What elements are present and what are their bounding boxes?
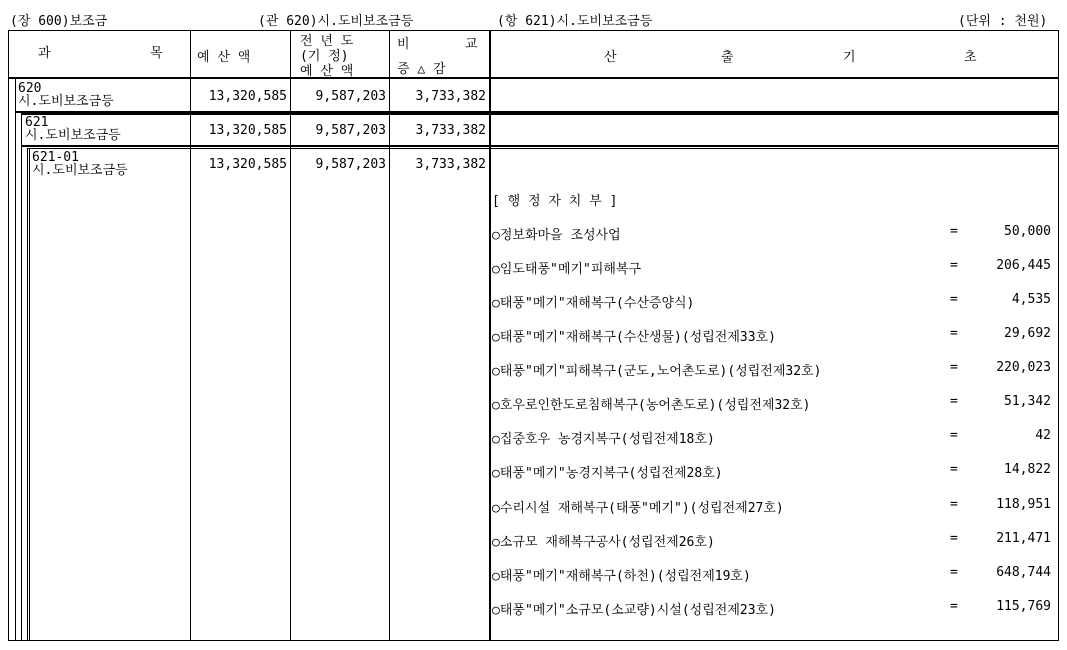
basis-item-eq: =: [950, 599, 958, 614]
basis-item-label: ○정보화마을 조성사업: [492, 228, 621, 243]
col-header-subject-a: 과: [38, 46, 51, 61]
basis-item-label: ○태풍"메기"농경지복구(성립전제28호): [492, 466, 723, 481]
row2-top-border: [21, 113, 1059, 115]
basis-item-label: ○집중호우 농경지복구(성립전제18호): [492, 432, 715, 447]
basis-item-amount: 4,535: [1011, 292, 1051, 307]
basis-item-label: ○태풍"메기"피해복구(군도,노어촌도로)(성립전제32호): [492, 364, 822, 379]
col-sep-diff: [389, 30, 390, 641]
basis-item-label: ○호우로인한도로침해복구(농어촌도로)(성립전제32호): [492, 398, 811, 413]
col-sep-basis: [489, 30, 491, 641]
basis-item-amount: 14,822: [1004, 462, 1051, 477]
basis-item-eq: =: [950, 531, 958, 546]
col-header-diff-2: 증 △ 감: [397, 62, 446, 77]
basis-item-amount: 50,000: [1004, 224, 1051, 239]
basis-item-amount: 51,342: [1004, 394, 1051, 409]
row1-name: 시.도비보조금등: [18, 94, 114, 109]
level3-indent-line-a: [27, 148, 28, 641]
row1-budget: 13,320,585: [208, 89, 287, 104]
level3-indent-line-b: [29, 148, 30, 641]
col-header-subject-b: 목: [150, 46, 163, 61]
basis-item-eq: =: [950, 224, 958, 239]
row2-prev: 9,587,203: [315, 123, 386, 138]
table-bottom-border: [8, 640, 1059, 641]
col-header-diff-1b: 교: [465, 37, 478, 52]
row2-diff: 3,733,382: [415, 123, 486, 138]
col-header-diff-1a: 비: [397, 37, 410, 52]
row3-prev: 9,587,203: [315, 157, 386, 172]
col-header-basis-3: 기: [843, 50, 856, 65]
basis-item-amount: 211,471: [996, 531, 1051, 546]
basis-item-amount: 648,744: [996, 565, 1051, 580]
table-right-border: [1058, 30, 1059, 641]
level1-indent-line: [15, 79, 16, 641]
row2-bottom-border: [21, 145, 1059, 147]
row2-code: 621: [25, 115, 49, 130]
row2-budget: 13,320,585: [208, 123, 287, 138]
basis-item-eq: =: [950, 326, 958, 341]
level2-indent-line: [21, 113, 22, 641]
basis-item-amount: 42: [1035, 428, 1051, 443]
row3-budget: 13,320,585: [208, 157, 287, 172]
col-header-prev-2: (기 정): [300, 49, 349, 64]
basis-item-eq: =: [950, 292, 958, 307]
basis-item-eq: =: [950, 497, 958, 512]
col-header-prev-1: 전 년 도: [300, 34, 354, 49]
hang-label: (항 621)시.도비보조금등: [497, 14, 653, 29]
gwan-label: (관 620)시.도비보조금등: [258, 14, 414, 29]
basis-item-eq: =: [950, 462, 958, 477]
table-left-border: [8, 30, 9, 641]
row3-name: 시.도비보조금등: [32, 163, 128, 178]
col-header-basis-1: 산: [604, 50, 617, 65]
basis-item-label: ○수리시설 재해복구(태풍"메기")(성립전제27호): [492, 501, 784, 516]
col-header-basis-2: 출: [721, 50, 734, 65]
basis-item-label: ○태풍"메기"재해복구(하천)(성립전제19호): [492, 569, 751, 584]
basis-item-label: ○태풍"메기"재해복구(수산증양식): [492, 296, 695, 311]
basis-item-label: ○소규모 재해복구공사(성립전제26호): [492, 535, 715, 550]
header-bottom-border: [8, 77, 1059, 79]
basis-section-title: [ 행 정 자 치 부 ]: [492, 194, 618, 209]
basis-item-label: ○태풍"메기"재해복구(수산생물)(성립전제33호): [492, 330, 776, 345]
basis-item-label: ○태풍"메기"소규모(소교량)시설(성립전제23호): [492, 603, 776, 618]
unit-label: (단위 : 천원): [958, 14, 1048, 29]
basis-item-label: ○임도태풍"메기"피해복구: [492, 262, 642, 277]
col-header-prev-3: 예 산 액: [300, 64, 354, 79]
basis-item-amount: 115,769: [996, 599, 1051, 614]
row2-name: 시.도비보조금등: [25, 128, 121, 143]
basis-item-eq: =: [950, 394, 958, 409]
row1-diff: 3,733,382: [415, 89, 486, 104]
row1-code: 620: [18, 81, 42, 96]
jang-label: (장 600)보조금: [10, 14, 108, 29]
col-sep-prev: [290, 30, 291, 641]
row3-code: 621-01: [32, 150, 79, 165]
table-top-border: [8, 30, 1059, 31]
col-header-budget: 예 산 액: [197, 50, 251, 65]
col-sep-budget: [190, 30, 191, 641]
basis-item-eq: =: [950, 428, 958, 443]
basis-item-amount: 220,023: [996, 360, 1051, 375]
row3-top-border: [27, 148, 1059, 149]
row1-prev: 9,587,203: [315, 89, 386, 104]
basis-item-amount: 29,692: [1004, 326, 1051, 341]
basis-item-eq: =: [950, 565, 958, 580]
basis-item-eq: =: [950, 360, 958, 375]
basis-item-eq: =: [950, 258, 958, 273]
col-header-basis-4: 초: [964, 50, 977, 65]
basis-item-amount: 118,951: [996, 497, 1051, 512]
row3-diff: 3,733,382: [415, 157, 486, 172]
basis-item-amount: 206,445: [996, 258, 1051, 273]
